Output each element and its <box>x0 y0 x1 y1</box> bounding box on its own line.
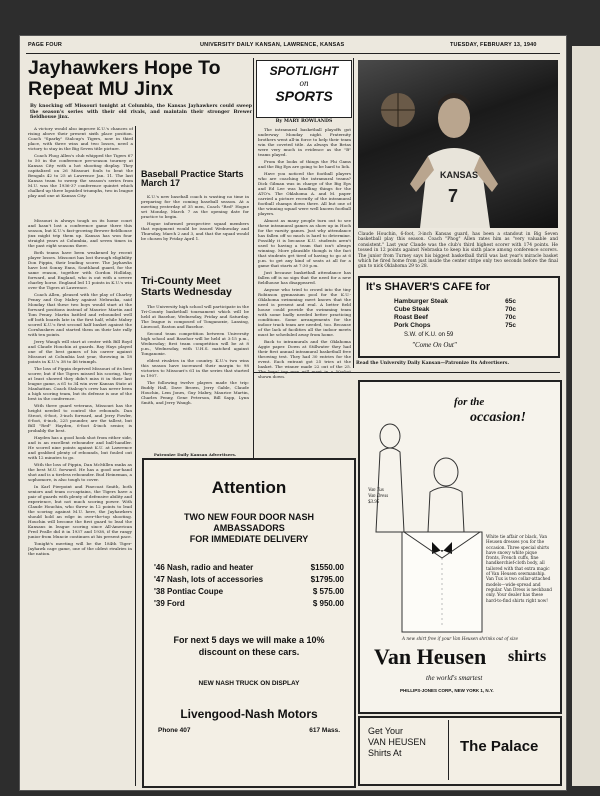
spotlight-byline: By MARY ROWLANDS <box>275 119 333 124</box>
lead-column-top <box>28 126 133 216</box>
baseball-headline: Baseball Practice Starts March 17 <box>141 169 244 189</box>
vh-brand-shirts: shirts <box>508 648 547 665</box>
player-illustration <box>358 60 558 228</box>
car-listing: '47 Nash, lots of accessories $1795.00 <box>154 575 344 584</box>
player-head <box>438 98 470 138</box>
column-rule <box>253 58 254 458</box>
spotlight-logo-on: on <box>299 78 309 88</box>
patronize-line: Patronize Daily Kansan Advertisers. <box>153 452 237 457</box>
spotlight-paragraph: Back to intramurals and the Oklahoma Aggie paper. Down at Stillwater they had their first annual intramural basketball free throwing test. They had 30 entries for the event. Each entrant got 25 tries at the basket. The winner made 22 out of the 25. shown down. <box>258 339 351 379</box>
palace-line: Shirts At <box>368 748 402 758</box>
newspaper-page <box>20 36 566 790</box>
spotlight-story <box>258 127 351 457</box>
menu-item: Hamburger Steak 65c <box>394 298 516 305</box>
vh-headline-occasion: occasion! <box>470 410 526 425</box>
lead-headline: Jayhawkers Hope To Repeat MU Jinx <box>28 57 221 100</box>
lead-paragraph: With three guard veterans, Missouri has the height needed to control the rebounds. Dan Stroot, 6-foot, 3-inch forward, and Jerry Fowler, 6-foot, 6-inch, 225 pounder, are the tallest, but Bill "Red" Hayden, 6-foot 4-inch senior, is probably the best. <box>28 403 132 433</box>
lead-paragraph: Coach Allen, pleased with the play of Charley Penny and Guy Mabry against Nebraska, said Monday that these two boys would start at the forward positions instead of Maurice Martin and Tom Penny. Martin battled and rebounded well off both boards late in the first half, while Mabry scored K.U.'s first second half basket against the Cornhuskers and started them on their late rally with ten points. <box>28 292 132 337</box>
lead-paragraph: The loss of Pippin deprived Missouri of its best scorer, but if the Tigers missed his scoring, they at least showed they didn't miss it in their last league game, a 61 to 34 win over Kansas State at Manhattan. Coach Stalcup's crew has never been a high scoring team, but its defense is one of the best in the conference. <box>28 366 132 401</box>
nash-discount: For next 5 days we will make a 10% discount on these cars. <box>173 635 325 657</box>
jersey-lettering: KANSAS <box>440 170 479 180</box>
palace-line: VAN HEUSEN <box>368 737 426 747</box>
vh-headline-for: for the <box>454 396 485 408</box>
spotlight-paragraph: Just because basketball attendance has fallen off is no sign that the need for a new fieldhouse has disappeared. <box>258 270 351 285</box>
spotlight-paragraph: Anyone who tried to crowd into the tiny Robinson gymnasium pool for the K.U.-Oklahoma swimming meet knows that the need is present and real. A better field house could provide the swimming team with some badly needed better practicing conditions. Some arrangements for the indoor track team are needed, too. Because of the lack of facilities all the indoor meets must be scheduled away from home. <box>258 287 351 337</box>
menu-item: Cube Steak 70c <box>394 306 516 313</box>
tri-county-headline: Tri-County Meet Starts Wednesday <box>141 275 232 299</box>
nash-offer-line: AMBASSADORS <box>213 523 285 533</box>
menu-item: Roast Beef 70c <box>394 314 516 321</box>
lead-paragraph: Both teams have been weakened by recent player losses. Missouri has lost through eligibility Don Pippin, their leading scorer. The Jayhawks have lost Sonny Enns, Southland guard, for the same reason, together with Gordon Holliday, forward, and England, who is out with a severe charley horse. England led 11 points in K.U.'s win over the Tigers at Lawrence. <box>28 250 132 290</box>
tri-county-paragraph: Second team competition between University high school and Basehor will be held at 3:15 p.m., Wednesday; first team competition will be at 8 p.m., Wednesday, with U.H.S. matched against Tonganoxie. <box>141 331 249 356</box>
car-listing: '46 Nash, radio and heater $1550.00 <box>154 563 344 572</box>
shaver-title: It's SHAVER'S CAFE for <box>366 281 491 293</box>
nash-contact <box>158 727 340 734</box>
nash-truck: NEW NASH TRUCK ON DISPLAY <box>198 680 300 687</box>
vh-tux-labels <box>368 488 388 506</box>
lead-paragraph: Missouri is always tough on its home court and hasn't lost a conference game there this season, but K.U.'s fast-growing Brewer fieldhouse jinx might trip them up. Kansas has won four straight years at Columbia, and seven times in the past eight seasons there. <box>28 218 132 248</box>
baseball-story <box>141 194 249 274</box>
palace-ad <box>358 716 562 786</box>
vh-brand: Van Heusen <box>374 644 487 669</box>
nash-car-list <box>154 563 344 608</box>
nash-offer-line: FOR IMMEDIATE DELIVERY <box>189 534 309 544</box>
paper-name: UNIVERSITY DAILY KANSAN, LAWRENCE, KANSAS <box>200 42 345 48</box>
lead-paragraph: Jerry Waugh will start at center with Bill Boyd and Claude Houchin at guards. Ray Hays played one of the best games of his career against Missouri at Columbia last year, throwing in 18 points in K.U.'s 38 to 46 triumph. <box>28 339 132 364</box>
palace-divider <box>448 720 449 780</box>
adjacent-page-edge <box>572 46 600 786</box>
spotlight-logo-word: SPOTLIGHT <box>269 64 339 78</box>
spotlight-paragraph: Almost as many people turn out to see these intramural games as show up in Hoch for the varsity games. Just why attendance has fallen off so much is hard to determine. Possibly it is because K.U. students aren't used to having a team that isn't always winning. More plausible though is the fact that students get tired of having to go at 6 p.m. to get any kind of seats at all for a game that starts at 7:30 p.m. <box>258 218 351 268</box>
vh-tux-line: Van Tux <box>368 488 384 493</box>
car-listing: '38 Pontiac Coupe $ 575.00 <box>154 587 344 596</box>
spotlight-paragraph: From the looks of things the Phi Gams and the Big Eps are going to be hard to lick. <box>258 159 351 169</box>
palace-line: Get Your <box>368 726 404 736</box>
baseball-paragraph: K.U.'s new baseball coach is wasting no time in preparing for the coming baseball season. At a meeting yesterday of 35 men, Coach "Red" Hogue set Monday, March 7 as the opening date for practice to begin. <box>141 194 249 219</box>
lead-paragraph: A victory would also improve K.U.'s chances of rising above their present sixth place position. Coach "Sparky" Stalcup's Tigers, now in third place, with three wins and two losses, need a victory to stay in the Big Seven title picture. <box>28 126 133 151</box>
lead-paragraph: Hayden has a good hook shot from either side, and is an excellent rebounder and ball-handler. He scored nine points against K.U. at Lawrence and grabbed plenty of rebounds, but fouled out with 12 minutes to go. <box>28 435 132 460</box>
nash-phone: Phone 407 <box>158 727 191 734</box>
page-label: PAGE FOUR <box>28 42 63 48</box>
lead-paragraph: With the loss of Pippin, Dan McMillen ranks as the best M.U. forward. He has a good one-hand shot and is a tireless rebounder. Bud Heineman, a sophomore, is also tough to cover. <box>28 462 132 482</box>
van-heusen-ad <box>358 380 562 714</box>
vh-tux-price: $3.95 <box>368 500 380 505</box>
shaver-tagline: "Come On Out" <box>412 341 457 349</box>
spotlight-logo <box>256 60 352 118</box>
vh-slogan: the world's smartest <box>426 674 483 682</box>
photo-caption: Claude Houchin, 6-foot, 3-inch Kansas guard, has been a standout in Big Seven basketball play this season. Coach "Phog" Allen rates him as "very valuable and consistent." Last year Claude was the club's third highest scorer with 174 points. He tossed in 12 points against Nebraska to keep his sixth place among conference scorers. The junior from Turney says his biggest basketball thrill was last year's miracle basket which he fired home from just inside the center stripe only two seconds before the final gun to nick Oklahoma 29 to 28. <box>358 232 558 270</box>
tri-county-paragraph: The following twelve players made the trip: Buddy Hall, Dave Brown, Jerry Gable, Claude Houchin, Lem Jones, Guy Mabry, Maurice Martin, Charles Penny, Gene Peterson, Bill Sapp, Lynn Smith, and Jerry Waugh. <box>141 380 249 405</box>
column-rule <box>135 126 136 786</box>
houchin-photo <box>358 60 558 228</box>
vh-fine-print: A new shirt free if your Van Heusen shrinks out of size <box>402 636 518 641</box>
dress-shirt <box>402 532 482 632</box>
nash-dealer: Livengood-Nash Motors <box>180 707 318 721</box>
vh-copy: White tie affair or black, Van Heusen dresses you for the occasion. Three special shirts have snowy white pique fronts, French cuffs, fine handkerchief-cloth body, all tailored with that extra magic of Van Heusen sewmanship. Van Tux is two collar-attached models—wide-spread and regular. Van Dress is neckband only. Your dealer has these hard-to-find shirts right now! <box>486 534 552 603</box>
lead-paragraph: Coach Phog Allen's club whipped the Tigers 67 to 50 in the conference pre-season tourney at Kansas City with a hot shooting display. They capitalized on 26 Missouri fouls to beat the Bengals 42 to 25 at Lawrence Jan. 11. The last Kansas team to sweep the season's series from M.U. was the 1936-37 conference quintet which chalked up three lopsided triumphs, two in league play and one at Kansas City. <box>28 153 133 198</box>
vh-tux-line: Van Dress <box>368 494 389 499</box>
jersey-number: 7 <box>448 186 459 206</box>
baseball-paragraph: Hogue informed prospective squad members that equipment would be issued Wednesday and Thursday, March 2 and 3, and that the squad would be chosen by Friday April 1. <box>141 221 249 241</box>
man-figure <box>434 458 458 486</box>
tri-county-paragraph: eldest rivalries in the country. K.U.'s two wins this season have increased their margin to 98 victories to Missouri's 61 in the series that started in 1907. <box>141 358 249 378</box>
tri-county-story <box>141 304 249 452</box>
section-rule <box>254 372 560 373</box>
nash-address: 617 Mass. <box>309 727 340 734</box>
column-rule <box>353 58 354 368</box>
lead-deck: By knocking off Missouri tonight at Columbia, the Kansas Jayhawkers could sweep the season's series with their old rivals, and maintain their stronger Brewer fieldhouse jinx. <box>30 104 252 121</box>
nash-motors-ad <box>142 458 356 788</box>
nash-offer <box>144 512 354 545</box>
menu-item: Pork Chops 75c <box>394 322 516 329</box>
shaver-cafe-ad <box>358 276 560 358</box>
vh-corp: PHILLIPS-JONES CORP., NEW YORK 1, N.Y. <box>400 688 494 693</box>
spotlight-logo-sports: SPORTS <box>275 88 333 104</box>
spotlight-paragraph: Have you noticed the football players who are coaching the intramural teams? Dick Gilman was in charge of the Big Eps and Ed Lee was handling things for the ATO's. The Oklahoma A. and M. paper carried a picture recently of the intramural football champs down there. All but one of the winning squad were well known football players. <box>258 171 351 216</box>
car-listing: '39 Ford $ 950.00 <box>154 599 344 608</box>
spotlight-paragraph: The intramural basketball playoffs got underway Monday night. Fraternity brothers went all-in force to help their team win the coveted title. As always the Betas were very much in evidence as the "B" teams played. <box>258 127 351 157</box>
lead-paragraph: In Karl Pierpoint and Pinecoat Smith, both seniors and team co-captains, the Tigers have a pair of guards with plenty of defensive ability and experience, but not much scoring power. With Claude Houchin, who threw in 12 points to lead the scoring against M.U. here, the Jayhawkers should hold an edge in over-the-top shooting. Houchin will become the first guard to lead the Kansans in league scoring since All-American Fred Pralle did it in 1937 and 1938, if the rangy junior from Muncie continues at his present pace. <box>28 484 132 539</box>
nash-attention: Attention <box>211 478 287 497</box>
nash-offer-line: TWO NEW FOUR DOOR NASH <box>184 512 314 522</box>
palace-lines <box>368 726 426 759</box>
issue-date: TUESDAY, FEBRUARY 13, 1940 <box>450 42 537 48</box>
shaver-menu <box>394 298 516 330</box>
tri-county-paragraph: The University high school will participate in the Tri-County basketball tournament which will be held at Basehor, Wednesday, Friday and Saturday. The league is composed of Tonganoxie, Lansing, Linwood, Easton and Basehor. <box>141 304 249 329</box>
read-banner: Read the University Daily Kansan—Patronize Its Advertisers. <box>356 361 510 366</box>
lead-column-body <box>28 218 132 786</box>
lead-paragraph: Tonight's meeting will be the 184th Tiger-Jayhawk cage game, one of the oldest rivalries in the nation. <box>28 541 132 556</box>
woman-figure <box>380 424 400 448</box>
masthead-rule <box>26 53 560 54</box>
palace-store: The Palace <box>460 738 539 755</box>
shaver-address: S.W. of K.U. on 59 <box>404 332 454 338</box>
